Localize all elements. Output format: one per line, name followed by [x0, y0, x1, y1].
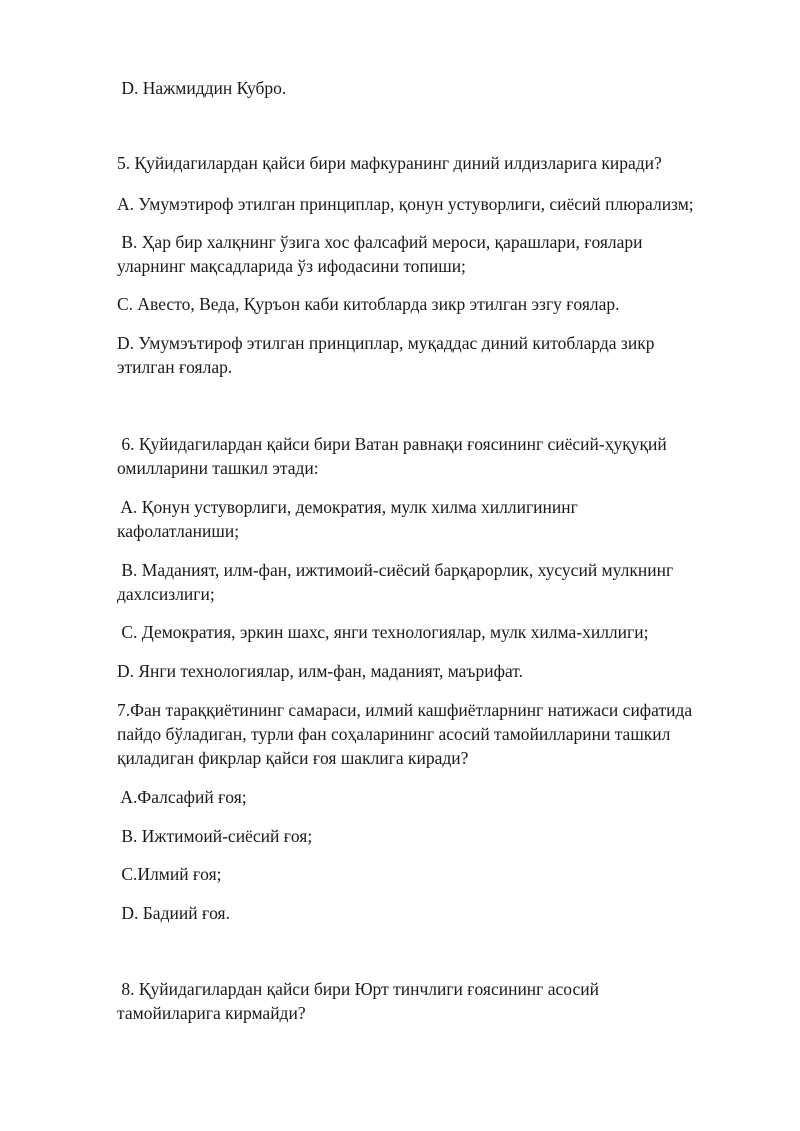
q5-option-d-line1: D. Умумэътироф этилган принциплар, муқаддас диний китобларда зикр	[117, 333, 655, 353]
q5-option-b-line1: B. Ҳар бир халқнинг ўзига хос фалсафий мероси, қарашлари, ғоялари	[117, 232, 643, 252]
q7-option-a: A.Фалсафий ғоя;	[117, 787, 247, 807]
q5-option-c: C. Авесто, Веда, Қуръон каби китобларда зикр этилган эзгу ғоялар.	[117, 294, 620, 314]
q7-question-line2: пайдо бўладиган, турли фан соҳаларининг асосий тамойилларини ташкил	[117, 724, 671, 744]
q6-option-b-line1: B. Маданият, илм-фан, ижтимоий-сиёсий барқарорлик, хусусий мулкнинг	[117, 560, 674, 580]
q4-option-d: D. Нажмиддин Кубро.	[117, 78, 287, 98]
q6-question-line2: омилларини ташкил этади:	[117, 458, 319, 478]
q6-option-a-line1: A. Қонун устуворлиги, демократия, мулк хилма хиллигининг	[117, 497, 578, 517]
q6-option-a-line2: кафолатланиши;	[117, 521, 240, 541]
q6-option-d: D. Янги технологиялар, илм-фан, маданият, маърифат.	[117, 661, 523, 681]
q7-option-d: D. Бадиий ғоя.	[117, 903, 230, 923]
q7-option-b: B. Ижтимоий-сиёсий ғоя;	[117, 826, 313, 846]
q5-option-b-line2: уларнинг мақсадларида ўз ифодасини топиши;	[117, 256, 466, 276]
q5-option-d-line2: этилган ғоялар.	[117, 357, 233, 377]
q7-question-line3: қиладиган фикрлар қайси ғоя шаклига киради?	[117, 748, 469, 768]
q8-question-line1: 8. Қуйидагилардан қайси бири Юрт тинчлиги ғоясининг асосий	[117, 979, 599, 999]
q7-option-c: C.Илмий ғоя;	[117, 864, 222, 884]
q6-question-line1: 6. Қуйидагилардан қайси бири Ватан равнақи ғоясининг сиёсий-ҳуқуқий	[117, 434, 667, 454]
q6-option-b-line2: дахлсизлиги;	[117, 584, 215, 604]
q5-question: 5. Қуйидагилардан қайси бири мафкуранинг диний илдизларига киради?	[117, 153, 662, 173]
q6-option-c: C. Демократия, эркин шахс, янги технологиялар, мулк хилма-хиллиги;	[117, 622, 649, 642]
q8-question-line2: тамойиларига кирмайди?	[117, 1003, 306, 1023]
q7-question-line1: 7.Фан тараққиётининг самараси, илмий кашфиётларнинг натижаси сифатида	[117, 700, 693, 720]
q5-option-a: A. Умумэтироф этилган принциплар, қонун устуворлиги, сиёсий плюрализм;	[117, 194, 694, 214]
